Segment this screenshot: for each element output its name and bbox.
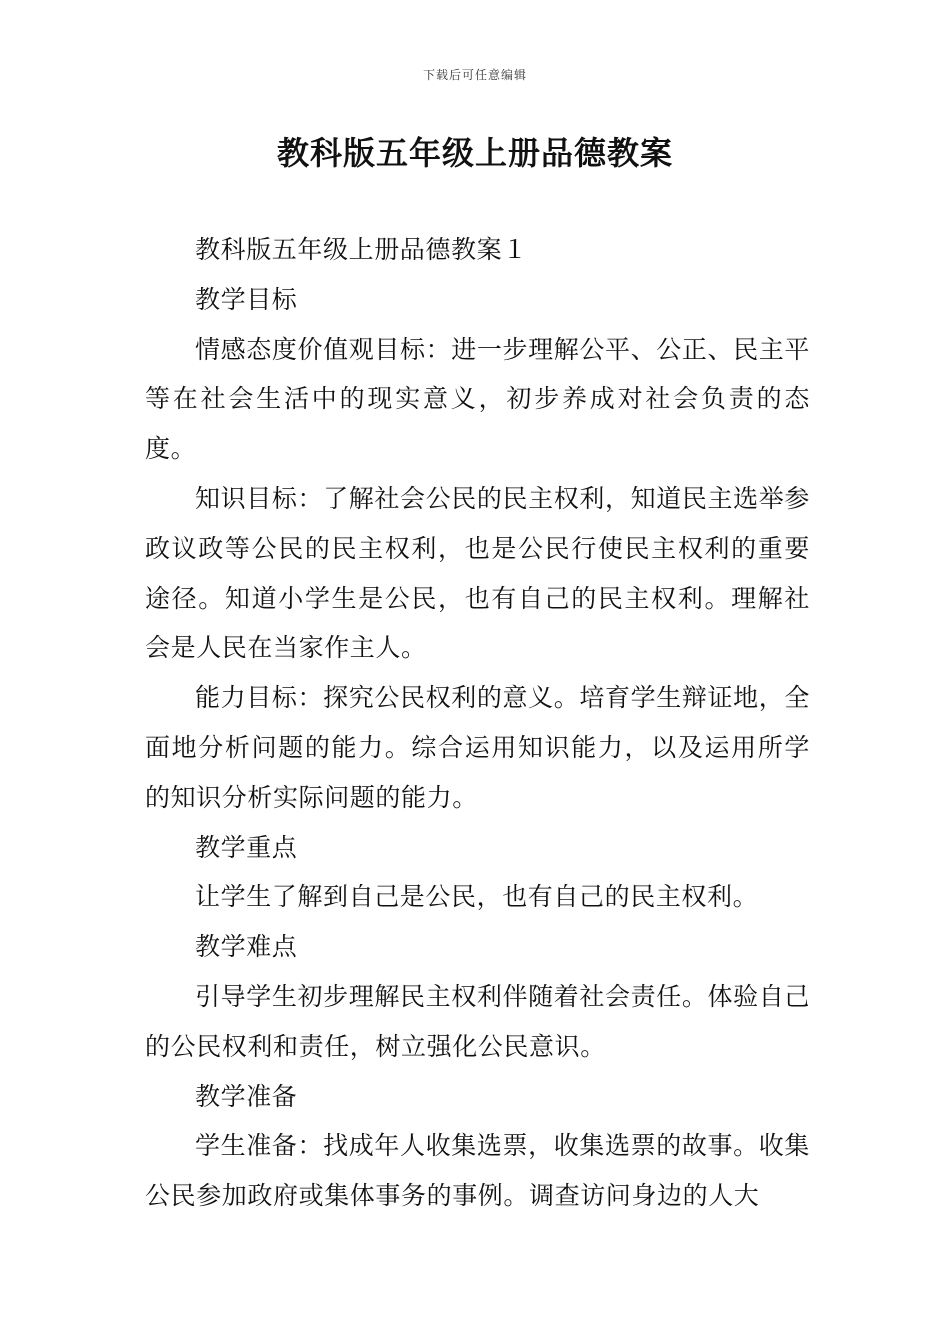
document-body xyxy=(145,225,810,1221)
paragraph-knowledge-goal: 知识目标：了解社会公民的民主权利，知道民主选举参政议政等公民的民主权利，也是公民行使民主权利的重要途径。知道小学生是公民，也有自己的民主权利。理解社会是人民在当家作主人。 xyxy=(145,483,810,663)
paragraph-difficulties: 引导学生初步理解民主权利伴随着社会责任。体验自己的公民权利和责任，树立强化公民意识。 xyxy=(145,981,810,1061)
section-subtitle: 教科版五年级上册品德教案１ xyxy=(195,235,528,264)
paragraph-ability-goal: 能力目标：探究公民权利的意义。培育学生辩证地，全面地分析问题的能力。综合运用知识能力，以及运用所学的知识分析实际问题的能力。 xyxy=(145,683,810,812)
paragraph-emotion-goal: 情感态度价值观目标：进一步理解公平、公正、民主平等在社会生活中的现实意义，初步养成对社会负责的态度。 xyxy=(145,334,810,464)
heading-key-points: 教学重点 xyxy=(195,832,298,862)
header-note: 下载后可任意编辑 xyxy=(422,68,527,82)
heading-teaching-goals: 教学目标 xyxy=(195,284,298,314)
document-title: 教科版五年级上册品德教案 xyxy=(276,134,673,172)
heading-preparation: 教学准备 xyxy=(195,1081,298,1111)
heading-difficulties: 教学难点 xyxy=(195,932,298,962)
paragraph-preparation: 学生准备：找成年人收集选票，收集选票的故事。收集公民参加政府或集体事务的事例。调查访问身边的人大 xyxy=(145,1131,810,1211)
paragraph-key-points: 让学生了解到自己是公民，也有自己的民主权利。 xyxy=(195,882,759,912)
